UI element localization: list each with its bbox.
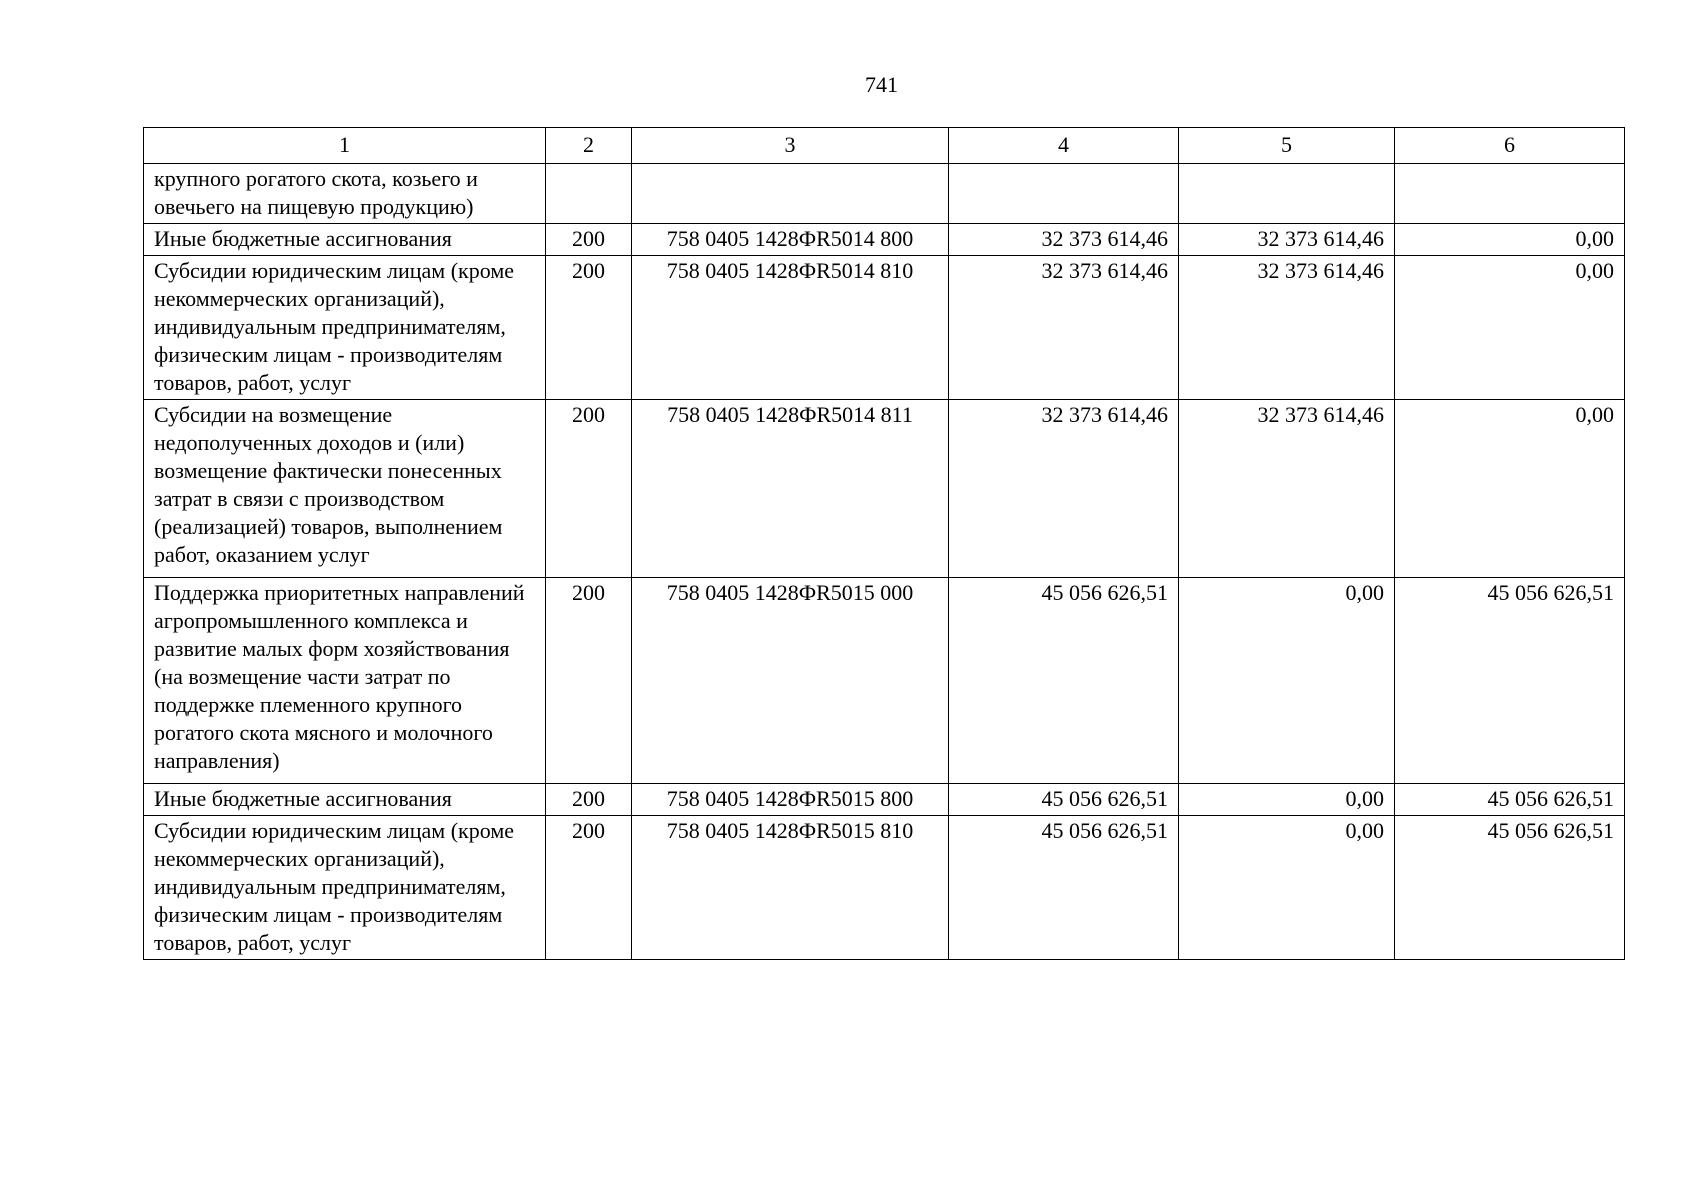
row-col6-cell: 45 056 626,51: [1395, 784, 1625, 816]
row-code-cell: 758 0405 1428ФR5015 810: [632, 816, 949, 960]
row-col5-cell: 32 373 614,46: [1179, 256, 1395, 400]
table-row: [144, 578, 1625, 784]
row-col4-cell: 45 056 626,51: [949, 784, 1179, 816]
row-code-cell: 758 0405 1428ФR5015 000: [632, 578, 949, 784]
row-name-cell: Иные бюджетные ассигнования: [144, 784, 546, 816]
row-name-cell: Поддержка приоритетных направлений агропромышленного комплекса и развитие малых форм хозяйствования (на возмещение части затрат по поддержке племенного крупного рогатого скота мясного и молочного направления): [144, 578, 546, 784]
row-col4-cell: 32 373 614,46: [949, 224, 1179, 256]
row-code-cell: 758 0405 1428ФR5015 800: [632, 784, 949, 816]
row-col4-cell: 45 056 626,51: [949, 816, 1179, 960]
column-header-3: 3: [632, 128, 949, 164]
row-code-cell: 758 0405 1428ФR5014 811: [632, 400, 949, 578]
budget-table: [143, 127, 1625, 960]
row-col6-cell: 0,00: [1395, 256, 1625, 400]
row-col5-cell: 32 373 614,46: [1179, 400, 1395, 578]
row-col6-cell: 0,00: [1395, 400, 1625, 578]
table-header: [144, 128, 1625, 164]
table-row: [144, 784, 1625, 816]
row-name-cell: Субсидии на возмещение недополученных доходов и (или) возмещение фактически понесенных затрат в связи с производством (реализацией) товаров, выполнением работ, оказанием услуг: [144, 400, 546, 578]
row-col6-cell: 45 056 626,51: [1395, 578, 1625, 784]
row-col5-cell: [1179, 164, 1395, 224]
table-row: [144, 224, 1625, 256]
row-name-cell: Иные бюджетные ассигнования: [144, 224, 546, 256]
column-header-1: 1: [144, 128, 546, 164]
row-name-cell: Субсидии юридическим лицам (кроме некоммерческих организаций), индивидуальным предпринимателям, физическим лицам - производителям товаров, работ, услуг: [144, 256, 546, 400]
row-col5-cell: 0,00: [1179, 578, 1395, 784]
table-row: [144, 256, 1625, 400]
row-col5-cell: 32 373 614,46: [1179, 224, 1395, 256]
row-code-cell: 758 0405 1428ФR5014 810: [632, 256, 949, 400]
row-col5-cell: 0,00: [1179, 816, 1395, 960]
column-header-5: 5: [1179, 128, 1395, 164]
page-number: 741: [865, 72, 898, 97]
row-ved-cell: [546, 164, 632, 224]
row-col4-cell: 45 056 626,51: [949, 578, 1179, 784]
row-col5-cell: 0,00: [1179, 784, 1395, 816]
row-col4-cell: 32 373 614,46: [949, 400, 1179, 578]
row-col6-cell: 0,00: [1395, 224, 1625, 256]
table-row: [144, 164, 1625, 224]
row-name-cell: Субсидии юридическим лицам (кроме некоммерческих организаций), индивидуальным предпринимателям, физическим лицам - производителям товаров, работ, услуг: [144, 816, 546, 960]
row-ved-cell: 200: [546, 224, 632, 256]
row-code-cell: [632, 164, 949, 224]
row-col4-cell: [949, 164, 1179, 224]
table-row: [144, 400, 1625, 578]
table-body: [144, 164, 1625, 960]
row-ved-cell: 200: [546, 256, 632, 400]
row-ved-cell: 200: [546, 400, 632, 578]
row-ved-cell: 200: [546, 578, 632, 784]
column-header-4: 4: [949, 128, 1179, 164]
row-col6-cell: [1395, 164, 1625, 224]
table-row: [144, 816, 1625, 960]
column-header-6: 6: [1395, 128, 1625, 164]
row-code-cell: 758 0405 1428ФR5014 800: [632, 224, 949, 256]
column-header-2: 2: [546, 128, 632, 164]
row-name-cell: крупного рогатого скота, козьего и овечьего на пищевую продукцию): [144, 164, 546, 224]
row-col4-cell: 32 373 614,46: [949, 256, 1179, 400]
row-ved-cell: 200: [546, 784, 632, 816]
header-row: [144, 128, 1625, 164]
row-ved-cell: 200: [546, 816, 632, 960]
row-col6-cell: 45 056 626,51: [1395, 816, 1625, 960]
